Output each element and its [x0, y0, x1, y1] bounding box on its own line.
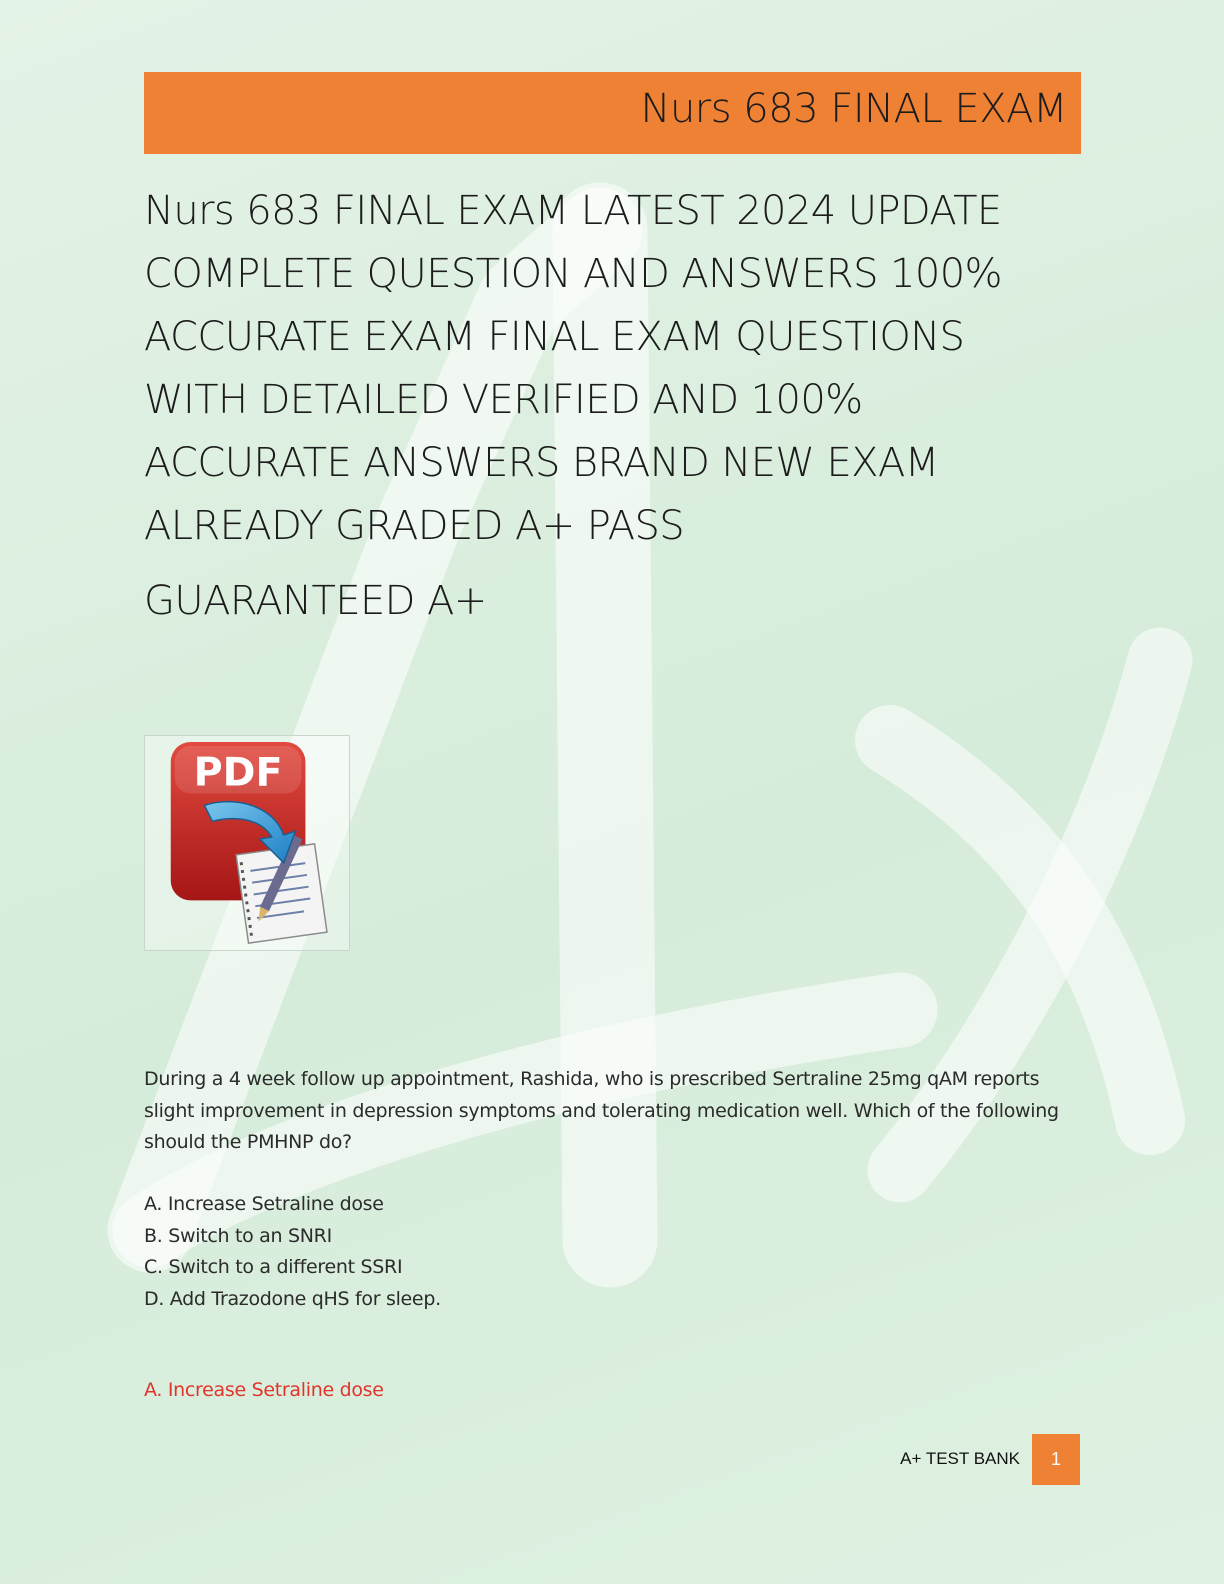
option-b: B. Switch to an SNRI [144, 1224, 332, 1247]
header-bar [144, 72, 1081, 154]
document-subtitle: GUARANTEED A+ [144, 578, 487, 624]
answer-options [144, 1189, 441, 1315]
footer-label: A+ TEST BANK [900, 1449, 1020, 1468]
option-a: A. Increase Setraline dose [144, 1193, 384, 1215]
header-title: Nurs 683 FINAL EXAM [640, 86, 1067, 132]
page-number: 1 [1032, 1434, 1080, 1485]
document-title: Nurs 683 FINAL EXAM LATEST 2024 UPDATE COMPLETE QUESTION AND ANSWERS 100% ACCURATE EXAM FINAL EXAM QUESTIONS WITH DETAILED VERIFIED AND 100% ACCURATE ANSWERS BRAND NEW EXAM ALREADY GRADED A+ PASS [144, 188, 1002, 549]
question-text: During a 4 week follow up appointment, Rashida, who is prescribed Sertraline 25mg qAM reports slight improvement in depression symptoms and tolerating medication well. Which of the following should the PMHNP do? [144, 1068, 1059, 1153]
option-d: D. Add Trazodone qHS for sleep. [144, 1287, 441, 1310]
pdf-download-icon [144, 735, 350, 951]
option-c: C. Switch to a different SSRI [144, 1256, 403, 1278]
pdf-label: PDF [193, 749, 283, 796]
correct-answer: A. Increase Setraline dose [144, 1379, 384, 1401]
